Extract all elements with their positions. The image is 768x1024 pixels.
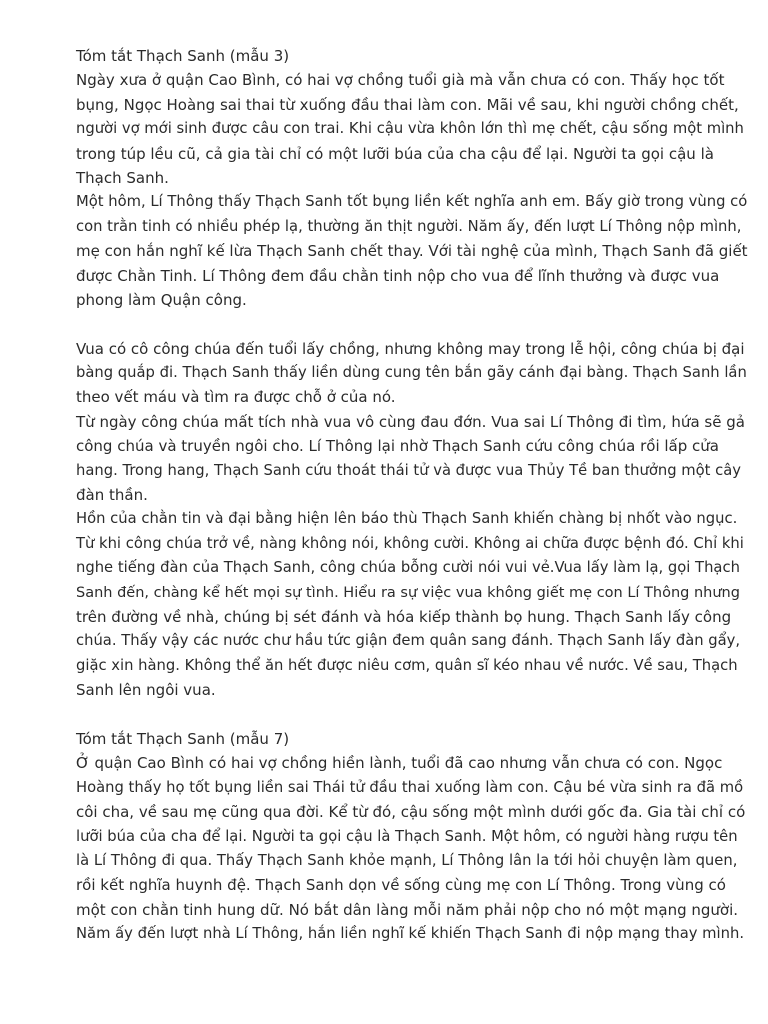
text-line: Hoàng thấy họ tốt bụng liền sai Thái tử đầu thai xuống làm con. Cậu bé vừa sinh ra đã mồ bbox=[76, 778, 744, 796]
text-line: Ngày xưa ở quận Cao Bình, có hai vợ chồng tuổi già mà vẫn chưa có con. Thấy học tốt bbox=[76, 71, 725, 90]
text-line: Từ khi công chúa trở về, nàng không nói, không cười. Không ai chữa được bệnh đó. Chỉ khi bbox=[76, 534, 744, 552]
text-line: con trằn tinh có nhiều phép lạ, thường ăn thịt người. Năm ấy, đến lượt Lí Thông nộp mình, bbox=[76, 217, 742, 235]
text-line: Hồn của chằn tin và đại bằng hiện lên báo thù Thạch Sanh khiến chàng bị nhốt vào ngục. bbox=[76, 510, 738, 528]
paragraph bbox=[76, 337, 748, 410]
text-line: chúa. Thấy vậy các nước chư hầu tức giận đem quân sang đánh. Thạch Sanh lấy đàn gẩy, bbox=[76, 632, 741, 650]
text-line: lưỡi búa của cha để lại. Người ta gọi cậu là Thạch Sanh. Một hôm, có người hàng rượu tên bbox=[76, 827, 738, 845]
text-line: Ở quận Cao Bình có hai vợ chồng hiền lành, tuổi đã cao nhưng vẫn chưa có con. Ngọc bbox=[76, 754, 723, 773]
text-line: một con chằn tinh hung dữ. Nó bắt dân làng mỗi năm phải nộp cho nó một mạng người. bbox=[76, 900, 739, 919]
paragraph bbox=[76, 751, 748, 946]
text-line: Sanh đến, chàng kể hết mọi sự tình. Hiểu ra sự việc vua không giết mẹ con Lí Thông nhưng bbox=[76, 584, 740, 601]
paragraph-spacer bbox=[76, 703, 748, 727]
text-line: mẹ con hắn nghĩ kế lừa Thạch Sanh chết thay. Với tài nghệ của mình, Thạch Sanh đã giết bbox=[76, 242, 748, 261]
text-line: nghe tiếng đàn của Thạch Sanh, công chúa bỗng cười nói vui vẻ.Vua lấy làm lạ, gọi Thạch bbox=[76, 559, 740, 577]
text-line: Năm ấy đến lượt nhà Lí Thông, hắn liền nghĩ kế khiến Thạch Sanh đi nộp mạng thay mình. bbox=[76, 925, 745, 943]
text-line: bàng quắp đi. Thạch Sanh thấy liền dùng cung tên bắn gãy cánh đại bàng. Thạch Sanh lần bbox=[76, 364, 747, 382]
text-line: Sanh lên ngôi vua. bbox=[76, 681, 216, 700]
paragraph bbox=[76, 507, 748, 702]
text-line: Từ ngày công chúa mất tích nhà vua vô cùng đau đớn. Vua sai Lí Thông đi tìm, hứa sẽ gả bbox=[76, 412, 745, 431]
paragraph bbox=[76, 410, 748, 508]
text-line: trong túp lều cũ, cả gia tài chỉ có một lưỡi búa của cha cậu để lại. Người ta gọi cậu là bbox=[76, 144, 714, 163]
text-line: bụng, Ngọc Hoàng sai thai từ xuống đầu thai làm con. Mãi về sau, khi người chồng chết, bbox=[76, 95, 739, 114]
section-title: Tóm tắt Thạch Sanh (mẫu 7) bbox=[76, 729, 290, 748]
document-body bbox=[76, 44, 748, 946]
text-line: công chúa và truyền ngôi cho. Lí Thông lại nhờ Thạch Sanh cứu công chúa rồi lấp cửa bbox=[76, 437, 719, 456]
text-line: được Chằn Tinh. Lí Thông đem đầu chằn tinh nộp cho vua để lĩnh thưởng và được vua bbox=[76, 266, 720, 285]
text-line: Một hôm, Lí Thông thấy Thạch Sanh tốt bụng liền kết nghĩa anh em. Bấy giờ trong vùng có bbox=[76, 193, 748, 211]
text-line: trên đường về nhà, chúng bị sét đánh và hóa kiếp thành bọ hung. Thạch Sanh lấy công bbox=[76, 607, 732, 626]
text-line: hang. Trong hang, Thạch Sanh cứu thoát thái tử và được vua Thủy Tề ban thưởng một cây bbox=[76, 461, 742, 479]
text-line: người vợ mới sinh được câu con trai. Khi cậu vừa khôn lớn thì mẹ chết, cậu sống một mình bbox=[76, 120, 744, 138]
text-line: rồi kết nghĩa huynh đệ. Thạch Sanh dọn về sống cùng mẹ con Lí Thông. Trong vùng có bbox=[76, 876, 726, 895]
paragraph bbox=[76, 68, 748, 190]
text-line: đàn thần. bbox=[76, 486, 148, 505]
text-line: phong làm Quận công. bbox=[76, 290, 247, 309]
section-title: Tóm tắt Thạch Sanh (mẫu 3) bbox=[76, 47, 290, 65]
text-line: là Lí Thông đi qua. Thấy Thạch Sanh khỏe mạnh, Lí Thông lân la tới hỏi chuyện làm quen, bbox=[76, 851, 738, 869]
text-line: theo vết máu và tìm ra được chỗ ở của nó. bbox=[76, 388, 396, 407]
paragraph-spacer bbox=[76, 312, 748, 336]
paragraph bbox=[76, 190, 748, 312]
text-line: giặc xin hàng. Không thể ăn hết được niêu cơm, quân sĩ kéo nhau về nước. Về sau, Thạch bbox=[76, 656, 738, 674]
text-line: côi cha, về sau mẹ cũng qua đời. Kể từ đó, cậu sống một mình dưới gốc đa. Gia tài chỉ có bbox=[76, 803, 746, 822]
text-line: Thạch Sanh. bbox=[76, 168, 169, 187]
text-line: Vua có cô công chúa đến tuổi lấy chồng, nhưng không may trong lễ hội, công chúa bị đại bbox=[76, 339, 745, 358]
